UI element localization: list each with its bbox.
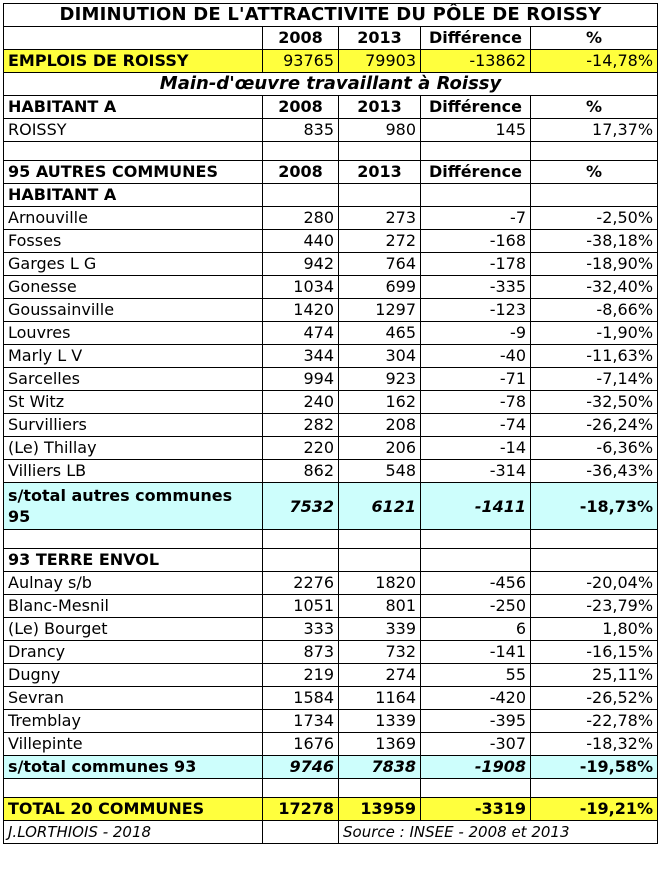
commune-name: (Le) Thillay — [4, 437, 263, 460]
value-percent: 1,80% — [531, 618, 658, 641]
commune-name: (Le) Bourget — [4, 618, 263, 641]
value-percent: -18,90% — [531, 253, 658, 276]
value-percent: -6,36% — [531, 437, 658, 460]
commune-name: Villepinte — [4, 733, 263, 756]
value-percent: -38,18% — [531, 230, 658, 253]
table-row — [4, 572, 658, 595]
spacer-row — [4, 142, 658, 161]
value-2008: 220 — [263, 437, 339, 460]
value-percent: -32,50% — [531, 391, 658, 414]
value-2013: 801 — [339, 595, 421, 618]
value-2013: 1164 — [339, 687, 421, 710]
commune-name: Arnouville — [4, 207, 263, 230]
value-2008: 240 — [263, 391, 339, 414]
value-2008: 333 — [263, 618, 339, 641]
table-row — [4, 299, 658, 322]
value-2008: 344 — [263, 345, 339, 368]
subtotal-93-row — [4, 756, 658, 779]
table-row — [4, 414, 658, 437]
value-difference: -314 — [421, 460, 531, 483]
value-2013: 1297 — [339, 299, 421, 322]
col-2013: 2013 — [339, 161, 421, 184]
col-2013: 2013 — [339, 27, 421, 50]
value-2008: 873 — [263, 641, 339, 664]
value-percent: -23,79% — [531, 595, 658, 618]
emplois-2013: 79903 — [339, 50, 421, 73]
subtotal-93-label: s/total communes 93 — [4, 756, 263, 779]
value-2008: 2276 — [263, 572, 339, 595]
value-difference: -14 — [421, 437, 531, 460]
table-row — [4, 664, 658, 687]
subtotal-93-pct: -19,58% — [531, 756, 658, 779]
value-difference: -168 — [421, 230, 531, 253]
subtotal-95-row — [4, 483, 658, 530]
value-2013: 206 — [339, 437, 421, 460]
table-row — [4, 460, 658, 483]
col-percent: % — [531, 96, 658, 119]
value-difference: -250 — [421, 595, 531, 618]
table-row — [4, 276, 658, 299]
value-difference: -71 — [421, 368, 531, 391]
table-row — [4, 391, 658, 414]
value-2013: 208 — [339, 414, 421, 437]
emplois-diff: -13862 — [421, 50, 531, 73]
value-difference: 55 — [421, 664, 531, 687]
col-2008: 2008 — [263, 161, 339, 184]
subtotal-95-diff: -1411 — [421, 483, 531, 530]
value-percent: -8,66% — [531, 299, 658, 322]
subtotal-95-pct: -18,73% — [531, 483, 658, 530]
value-2013: 1820 — [339, 572, 421, 595]
commune-name: Sarcelles — [4, 368, 263, 391]
commune-name: Drancy — [4, 641, 263, 664]
table-row — [4, 207, 658, 230]
value-2013: 732 — [339, 641, 421, 664]
subtotal-95-2013: 6121 — [339, 483, 421, 530]
col-2008: 2008 — [263, 96, 339, 119]
subtotal-93-2008: 9746 — [263, 756, 339, 779]
value-percent: -7,14% — [531, 368, 658, 391]
value-2013: 304 — [339, 345, 421, 368]
value-percent: -2,50% — [531, 207, 658, 230]
roissy-pct: 17,37% — [531, 119, 658, 142]
value-2008: 1676 — [263, 733, 339, 756]
value-2008: 862 — [263, 460, 339, 483]
section-93-header-row — [4, 549, 658, 572]
commune-name: Marly L V — [4, 345, 263, 368]
footer-source: Source : INSEE - 2008 et 2013 — [339, 821, 658, 844]
total-diff: -3319 — [421, 798, 531, 821]
value-percent: -32,40% — [531, 276, 658, 299]
commune-name: Aulnay s/b — [4, 572, 263, 595]
spacer-row — [4, 779, 658, 798]
value-percent: -36,43% — [531, 460, 658, 483]
value-2008: 994 — [263, 368, 339, 391]
value-2008: 474 — [263, 322, 339, 345]
commune-name: Survilliers — [4, 414, 263, 437]
value-2008: 1734 — [263, 710, 339, 733]
subtotal-93-2013: 7838 — [339, 756, 421, 779]
value-difference: -395 — [421, 710, 531, 733]
value-percent: -11,63% — [531, 345, 658, 368]
value-difference: -456 — [421, 572, 531, 595]
roissy-label: ROISSY — [4, 119, 263, 142]
value-difference: -9 — [421, 322, 531, 345]
commune-name: Villiers LB — [4, 460, 263, 483]
value-2013: 274 — [339, 664, 421, 687]
value-difference: -7 — [421, 207, 531, 230]
col-percent: % — [531, 27, 658, 50]
commune-name: Goussainville — [4, 299, 263, 322]
value-difference: -141 — [421, 641, 531, 664]
table-row — [4, 618, 658, 641]
value-2008: 280 — [263, 207, 339, 230]
table-row — [4, 345, 658, 368]
value-2008: 1051 — [263, 595, 339, 618]
value-2013: 162 — [339, 391, 421, 414]
value-2008: 1584 — [263, 687, 339, 710]
value-2013: 272 — [339, 230, 421, 253]
value-percent: -18,32% — [531, 733, 658, 756]
footer-row — [4, 821, 658, 844]
value-2013: 1339 — [339, 710, 421, 733]
col-percent: % — [531, 161, 658, 184]
total-label: TOTAL 20 COMMUNES — [4, 798, 263, 821]
total-2008: 17278 — [263, 798, 339, 821]
table-row — [4, 733, 658, 756]
col-difference: Différence — [421, 96, 531, 119]
value-2008: 282 — [263, 414, 339, 437]
table-subtitle: Main-d'œuvre travaillant à Roissy — [4, 73, 658, 96]
section-93-label: 93 TERRE ENVOL — [4, 549, 263, 572]
section-95-header-row — [4, 161, 658, 184]
col-2013: 2013 — [339, 96, 421, 119]
value-2013: 1369 — [339, 733, 421, 756]
value-difference: -78 — [421, 391, 531, 414]
roissy-row — [4, 119, 658, 142]
value-2008: 1034 — [263, 276, 339, 299]
value-difference: -40 — [421, 345, 531, 368]
emplois-label: EMPLOIS DE ROISSY — [4, 50, 263, 73]
roissy-2013: 980 — [339, 119, 421, 142]
value-2013: 699 — [339, 276, 421, 299]
table-row — [4, 437, 658, 460]
commune-name: Tremblay — [4, 710, 263, 733]
emplois-pct: -14,78% — [531, 50, 658, 73]
value-percent: -26,52% — [531, 687, 658, 710]
table-row — [4, 368, 658, 391]
section-95-habitant-label: HABITANT A — [4, 184, 263, 207]
table-row — [4, 641, 658, 664]
commune-name: St Witz — [4, 391, 263, 414]
value-2013: 273 — [339, 207, 421, 230]
table-title: DIMINUTION DE L'ATTRACTIVITE DU PÔLE DE ROISSY — [4, 4, 658, 27]
value-difference: -420 — [421, 687, 531, 710]
value-2008: 440 — [263, 230, 339, 253]
commune-name: Fosses — [4, 230, 263, 253]
commune-name: Blanc-Mesnil — [4, 595, 263, 618]
value-percent: -20,04% — [531, 572, 658, 595]
value-difference: 6 — [421, 618, 531, 641]
value-2008: 219 — [263, 664, 339, 687]
table-row — [4, 322, 658, 345]
value-percent: -16,15% — [531, 641, 658, 664]
value-percent: -22,78% — [531, 710, 658, 733]
roissy-diff: 145 — [421, 119, 531, 142]
commune-name: Dugny — [4, 664, 263, 687]
section-95-subheader-row — [4, 184, 658, 207]
title-row — [4, 4, 658, 27]
commune-name: Gonesse — [4, 276, 263, 299]
col-2008: 2008 — [263, 27, 339, 50]
col-difference: Différence — [421, 161, 531, 184]
total-2013: 13959 — [339, 798, 421, 821]
commune-name: Louvres — [4, 322, 263, 345]
empty-cell — [4, 27, 263, 50]
commune-name: Garges L G — [4, 253, 263, 276]
subtotal-95-2008: 7532 — [263, 483, 339, 530]
roissy-2008: 835 — [263, 119, 339, 142]
table-row — [4, 710, 658, 733]
subtotal-95-label: s/total autres communes 95 — [4, 483, 263, 530]
habitant-a-label: HABITANT A — [4, 96, 263, 119]
subtotal-93-diff: -1908 — [421, 756, 531, 779]
value-percent: -26,24% — [531, 414, 658, 437]
value-2013: 339 — [339, 618, 421, 641]
value-difference: -307 — [421, 733, 531, 756]
attractivite-table — [3, 3, 658, 844]
table-row — [4, 687, 658, 710]
value-difference: -178 — [421, 253, 531, 276]
total-pct: -19,21% — [531, 798, 658, 821]
section-95-label: 95 AUTRES COMMUNES — [4, 161, 263, 184]
footer-author: J.LORTHIOIS - 2018 — [4, 821, 263, 844]
table-row — [4, 230, 658, 253]
value-2013: 764 — [339, 253, 421, 276]
spacer-row — [4, 530, 658, 549]
subtitle-row — [4, 73, 658, 96]
value-2008: 942 — [263, 253, 339, 276]
table-row — [4, 253, 658, 276]
total-row — [4, 798, 658, 821]
value-2008: 1420 — [263, 299, 339, 322]
value-percent: -1,90% — [531, 322, 658, 345]
value-2013: 548 — [339, 460, 421, 483]
value-2013: 465 — [339, 322, 421, 345]
value-percent: 25,11% — [531, 664, 658, 687]
emplois-row — [4, 50, 658, 73]
commune-name: Sevran — [4, 687, 263, 710]
column-header-row — [4, 27, 658, 50]
value-difference: -335 — [421, 276, 531, 299]
value-difference: -74 — [421, 414, 531, 437]
habitant-header-row — [4, 96, 658, 119]
emplois-2008: 93765 — [263, 50, 339, 73]
table-row — [4, 595, 658, 618]
value-difference: -123 — [421, 299, 531, 322]
col-difference: Différence — [421, 27, 531, 50]
value-2013: 923 — [339, 368, 421, 391]
